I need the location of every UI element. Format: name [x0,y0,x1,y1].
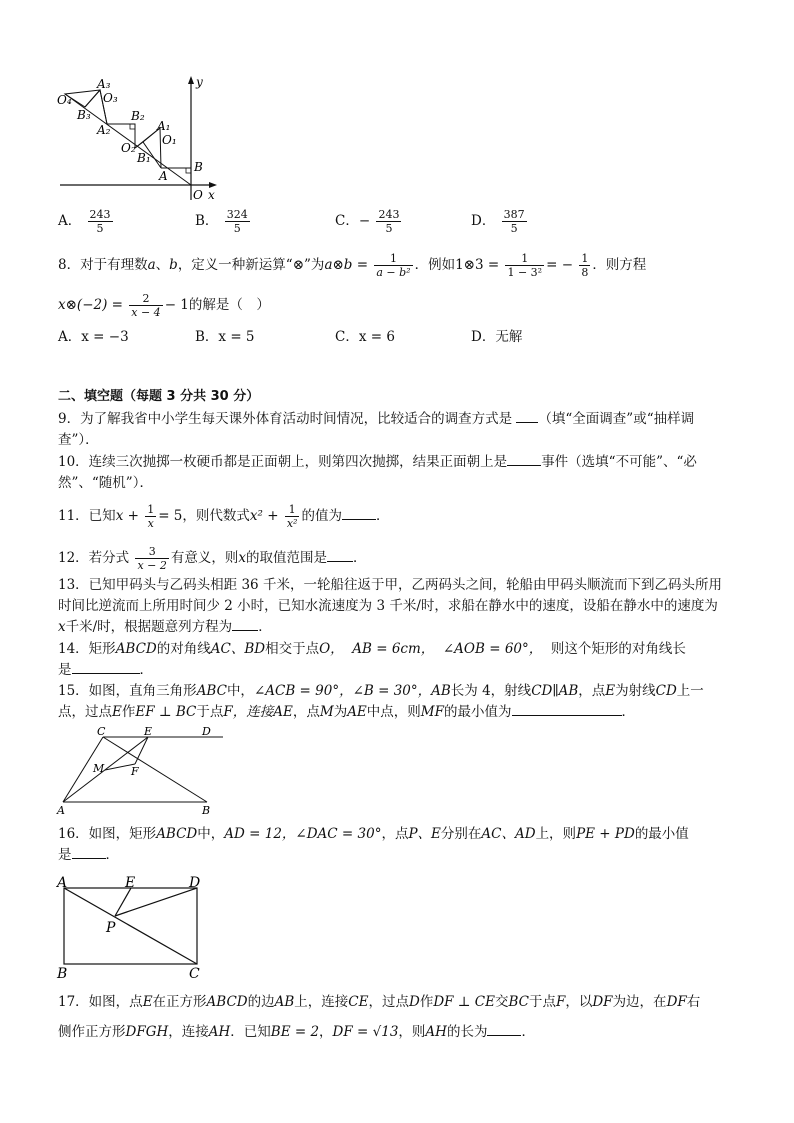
label-B1: B₁ [137,151,151,165]
q8-line2: x⊗(−2) = $\frac{2}{x - 4}$ − 1的解是（ ） [58,292,270,319]
q16-figure [55,872,215,980]
label-A2: A₂ [97,123,111,137]
q15-line2: 点，过点E作EF ⊥ BC于点F，连接AE，点M为AE中点，则MF的最小值为 ． [58,704,635,720]
q12: 12．若分式 $\frac{3}{x - 2}$ 有意义，则x的取值范围是 ． [58,545,367,572]
q13-line1: 13．已知甲码头与乙码头相距 36 千米，一轮船往返于甲，乙两码头之间，轮船由甲码头顺流而下到乙码头所用 [58,577,722,593]
q13-line2: 时间比逆流而上所用时间少 2 小时，已知水流速度为 3 千米/时，求船在静水中的速度，设船在静水中的速度为 [58,598,718,614]
y-axis-arrow [188,76,194,84]
label-A1: A₁ [157,119,171,133]
q8-line1: 8．对于有理数a、b，定义一种新运算“⊗”为a⊗b = $\frac{1}{\text{a − b²}}$ ．例如1⊗3 = $\frac{1}{\text{1 − 3²}}$ = − $\frac{1}{8}$ ．则方程 [58,252,647,279]
q10-line2: 然”、“随机”）． [58,475,153,491]
fig15-C: C [97,725,106,738]
fig15-E: E [144,725,153,738]
q16-line2: 是 ． [58,847,119,863]
q14-line2: 是 ． [58,662,153,678]
fig16-B: B [57,966,68,982]
label-B2: B₂ [131,109,145,123]
q7-option-a: A． $\frac{243}{5}$ [58,208,111,235]
q8-option-b: B．x = 5 [195,329,255,345]
label-A: A [159,169,168,183]
label-y: y [196,75,203,89]
q15-figure [55,725,230,817]
fig15-B: B [202,804,211,817]
q15-line1: 15．如图，直角三角形ABC中，∠ACB = 90°，∠B = 30°，AB长为 4，射线CD∥AB，点E为射线CD上一 [58,683,704,699]
fig15-D: D [202,725,211,738]
q7-option-b: B． $\frac{324}{5}$ [195,208,248,235]
fig15-M: M [93,762,105,775]
label-O2: O₂ [121,141,136,155]
label-O4: O₄ [57,93,72,107]
q14-line1: 14．矩形ABCD的对角线AC、BD相交于点O， AB = 6cm， ∠AOB = 60°， 则这个矩形的对角线长 [58,641,686,657]
q10-line1: 10．连续三次抛掷一枚硬币都是正面朝上，则第四次抛掷，结果正面朝上是 事件（选填“不可能”、“必 [58,454,697,470]
q13-line3: x千米/时，根据题意列方程为 ． [58,619,272,635]
fig16-E: E [125,875,136,891]
q17-line2: 侧作正方形DFGH，连接AH．已知BE = 2，DF = √13，则AH的长为 ． [58,1024,535,1040]
label-B3: B₃ [77,108,91,122]
label-A3: A₃ [97,77,111,91]
section-heading: 二、填空题（每题 3 分共 30 分） [58,389,260,404]
fig15-F: F [131,765,139,778]
q9-line1: 9．为了解我省中小学生每天课外体育活动时间情况，比较适合的调查方式是 （填“全面调查”或“抽样调 [58,411,695,427]
q7-option-c: C．− $\frac{243}{5}$ [335,208,400,235]
fig16-D: D [189,875,201,891]
label-x: x [208,188,215,202]
label-B: B [194,160,203,174]
fig15-A: A [57,804,65,817]
q8-option-a: A．x = −3 [58,329,129,345]
q8-option-d: D．无解 [471,329,523,345]
label-O3: O₃ [103,91,118,105]
q11: 11．已知x + $\frac{1}{x}$ = 5，则代数式x² + $\frac{1}{\text{x²}}$ 的值为 ． [58,503,390,530]
q7-figure [55,72,225,207]
fig16-P: P [106,920,116,936]
q17-line1: 17．如图，点E在正方形ABCD的边AB上，连接CE，过点D作DF ⊥ CE交BC于点F，以DF为边，在DF右 [58,994,701,1010]
fig16-C: C [189,966,200,982]
q8-option-c: C．x = 6 [335,329,395,345]
q7-option-d: D． $\frac{387}{5}$ [471,208,525,235]
fig16-A: A [57,875,68,891]
label-O1: O₁ [162,133,177,147]
q16-line1: 16．如图，矩形ABCD中，AD = 12，∠DAC = 30°，点P、E分别在AC、AD上，则PE + PD的最小值 [58,826,689,842]
label-O: O [193,188,203,202]
q9-line2: 查”）． [58,432,99,448]
